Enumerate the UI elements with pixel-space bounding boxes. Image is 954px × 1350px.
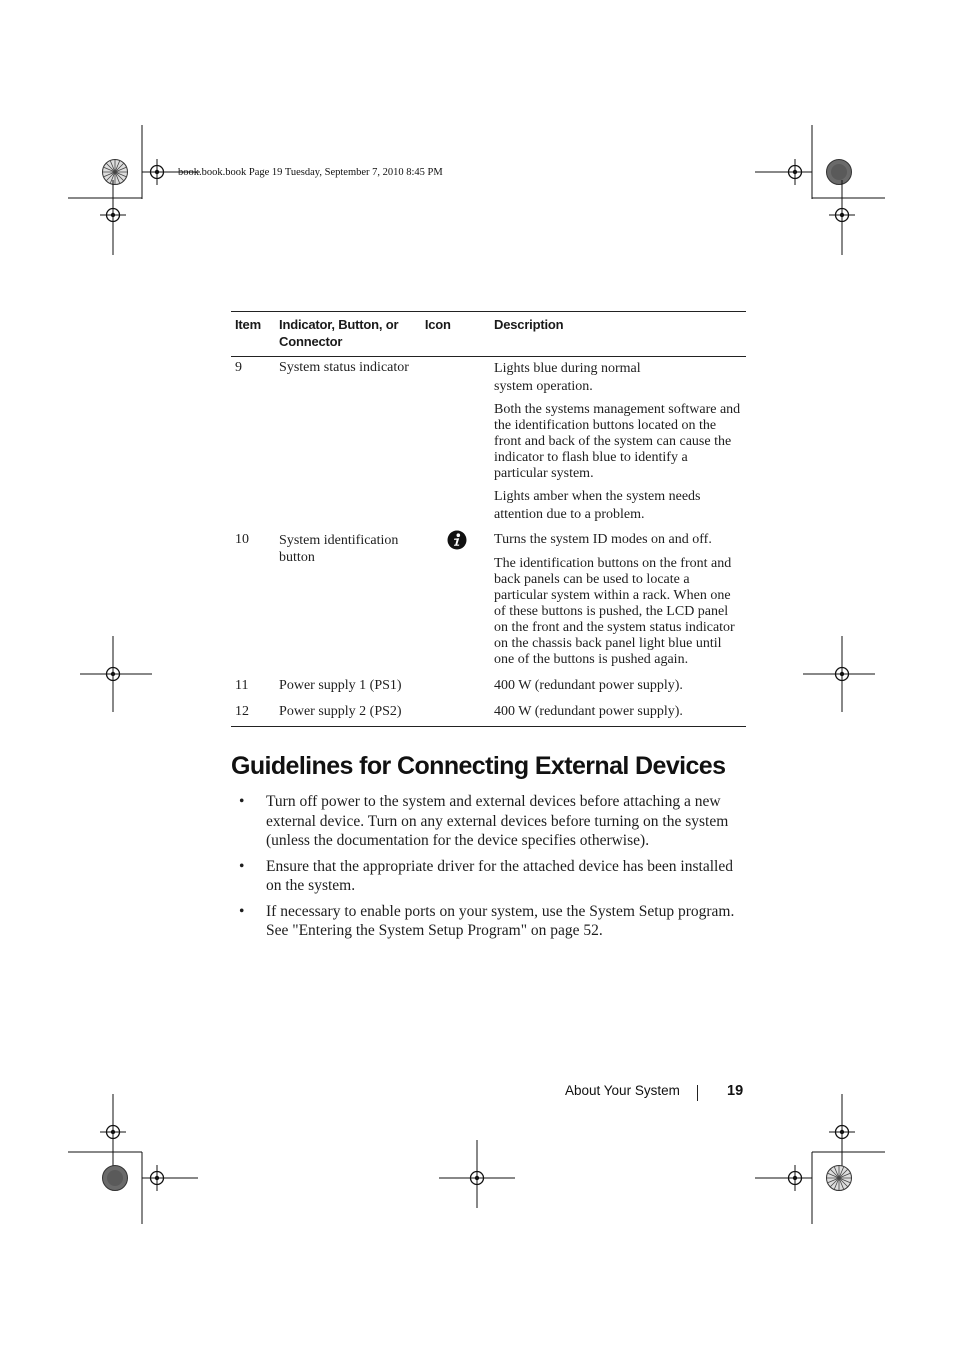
item-number: 11 (235, 678, 249, 693)
footer-divider (697, 1085, 698, 1101)
list-item (231, 792, 751, 851)
table-row (231, 524, 746, 668)
table-row (231, 694, 746, 727)
table-header-row (231, 312, 746, 357)
chapter-title: About Your System (565, 1083, 680, 1098)
section-title: Guidelines for Connecting External Devices (231, 752, 726, 780)
bullet-icon: • (239, 857, 245, 875)
item-number: 9 (235, 360, 242, 375)
list-item-text: Ensure that the appropriate driver for the attached device has been installed on the system. (266, 857, 733, 894)
indicator-table (231, 311, 746, 727)
header-indicator: Indicator, Button, or Connector (275, 312, 421, 357)
icon-cell (421, 357, 490, 525)
list-item (231, 857, 751, 896)
bullet-icon: • (239, 902, 245, 920)
page-footer (565, 1083, 744, 1103)
header-icon: Icon (421, 312, 490, 357)
list-item (231, 902, 751, 941)
description-cell (490, 694, 746, 727)
description-paragraph: 400 W (redundant power supply). (494, 678, 683, 693)
page-number: 19 (727, 1083, 744, 1099)
description-cell (490, 357, 746, 525)
indicator-name: Power supply 1 (PS1) (279, 678, 402, 693)
info-icon (447, 530, 467, 555)
description-paragraph: 400 W (redundant power supply). (494, 704, 683, 719)
description-paragraph: The identification buttons on the front and back panels can be used to locate a particular system within a rack. When one of these buttons is pushed, the LCD panel on the front and the system status indicator on the chassis back panel light blue until one of the buttons is pushed again. (494, 556, 735, 667)
list-item-text: If necessary to enable ports on your system, use the System Setup program. See "Entering the System Setup Program" on page 52. (266, 902, 735, 939)
header-item: Item (231, 312, 275, 357)
table-row (231, 357, 746, 525)
icon-cell (421, 524, 490, 668)
item-number: 12 (231, 694, 275, 727)
indicator-name: System status indicator (279, 360, 409, 375)
bullet-icon: • (239, 793, 245, 810)
description-paragraph: Lights amber when the system needs attention due to a problem. (494, 489, 701, 522)
print-slug: book.book.book Page 19 Tuesday, September 7, 2010 8:45 PM (178, 167, 443, 178)
description-cell (490, 524, 746, 668)
guidelines-list (231, 792, 751, 947)
list-item-text: Turn off power to the system and external devices before attaching a new external device. Turn on any external devices before turning on the system (unless the documentation for the device specifies otherwise). (266, 793, 729, 849)
indicator-name: System identification button (279, 533, 399, 565)
header-description: Description (490, 312, 746, 357)
icon-cell (421, 668, 490, 694)
indicator-name: Power supply 2 (PS2) (275, 694, 421, 727)
description-paragraph: Turns the system ID modes on and off. (494, 532, 712, 547)
icon-cell (421, 694, 490, 727)
description-paragraph: Lights blue during normal system operation. (494, 361, 641, 394)
description-paragraph: Both the systems management software and the identification buttons located on the front and back of the system can cause the indicator to flash blue to identify a particular system. (494, 402, 741, 481)
table-row (231, 668, 746, 694)
description-cell (490, 668, 746, 694)
item-number: 10 (235, 532, 249, 547)
